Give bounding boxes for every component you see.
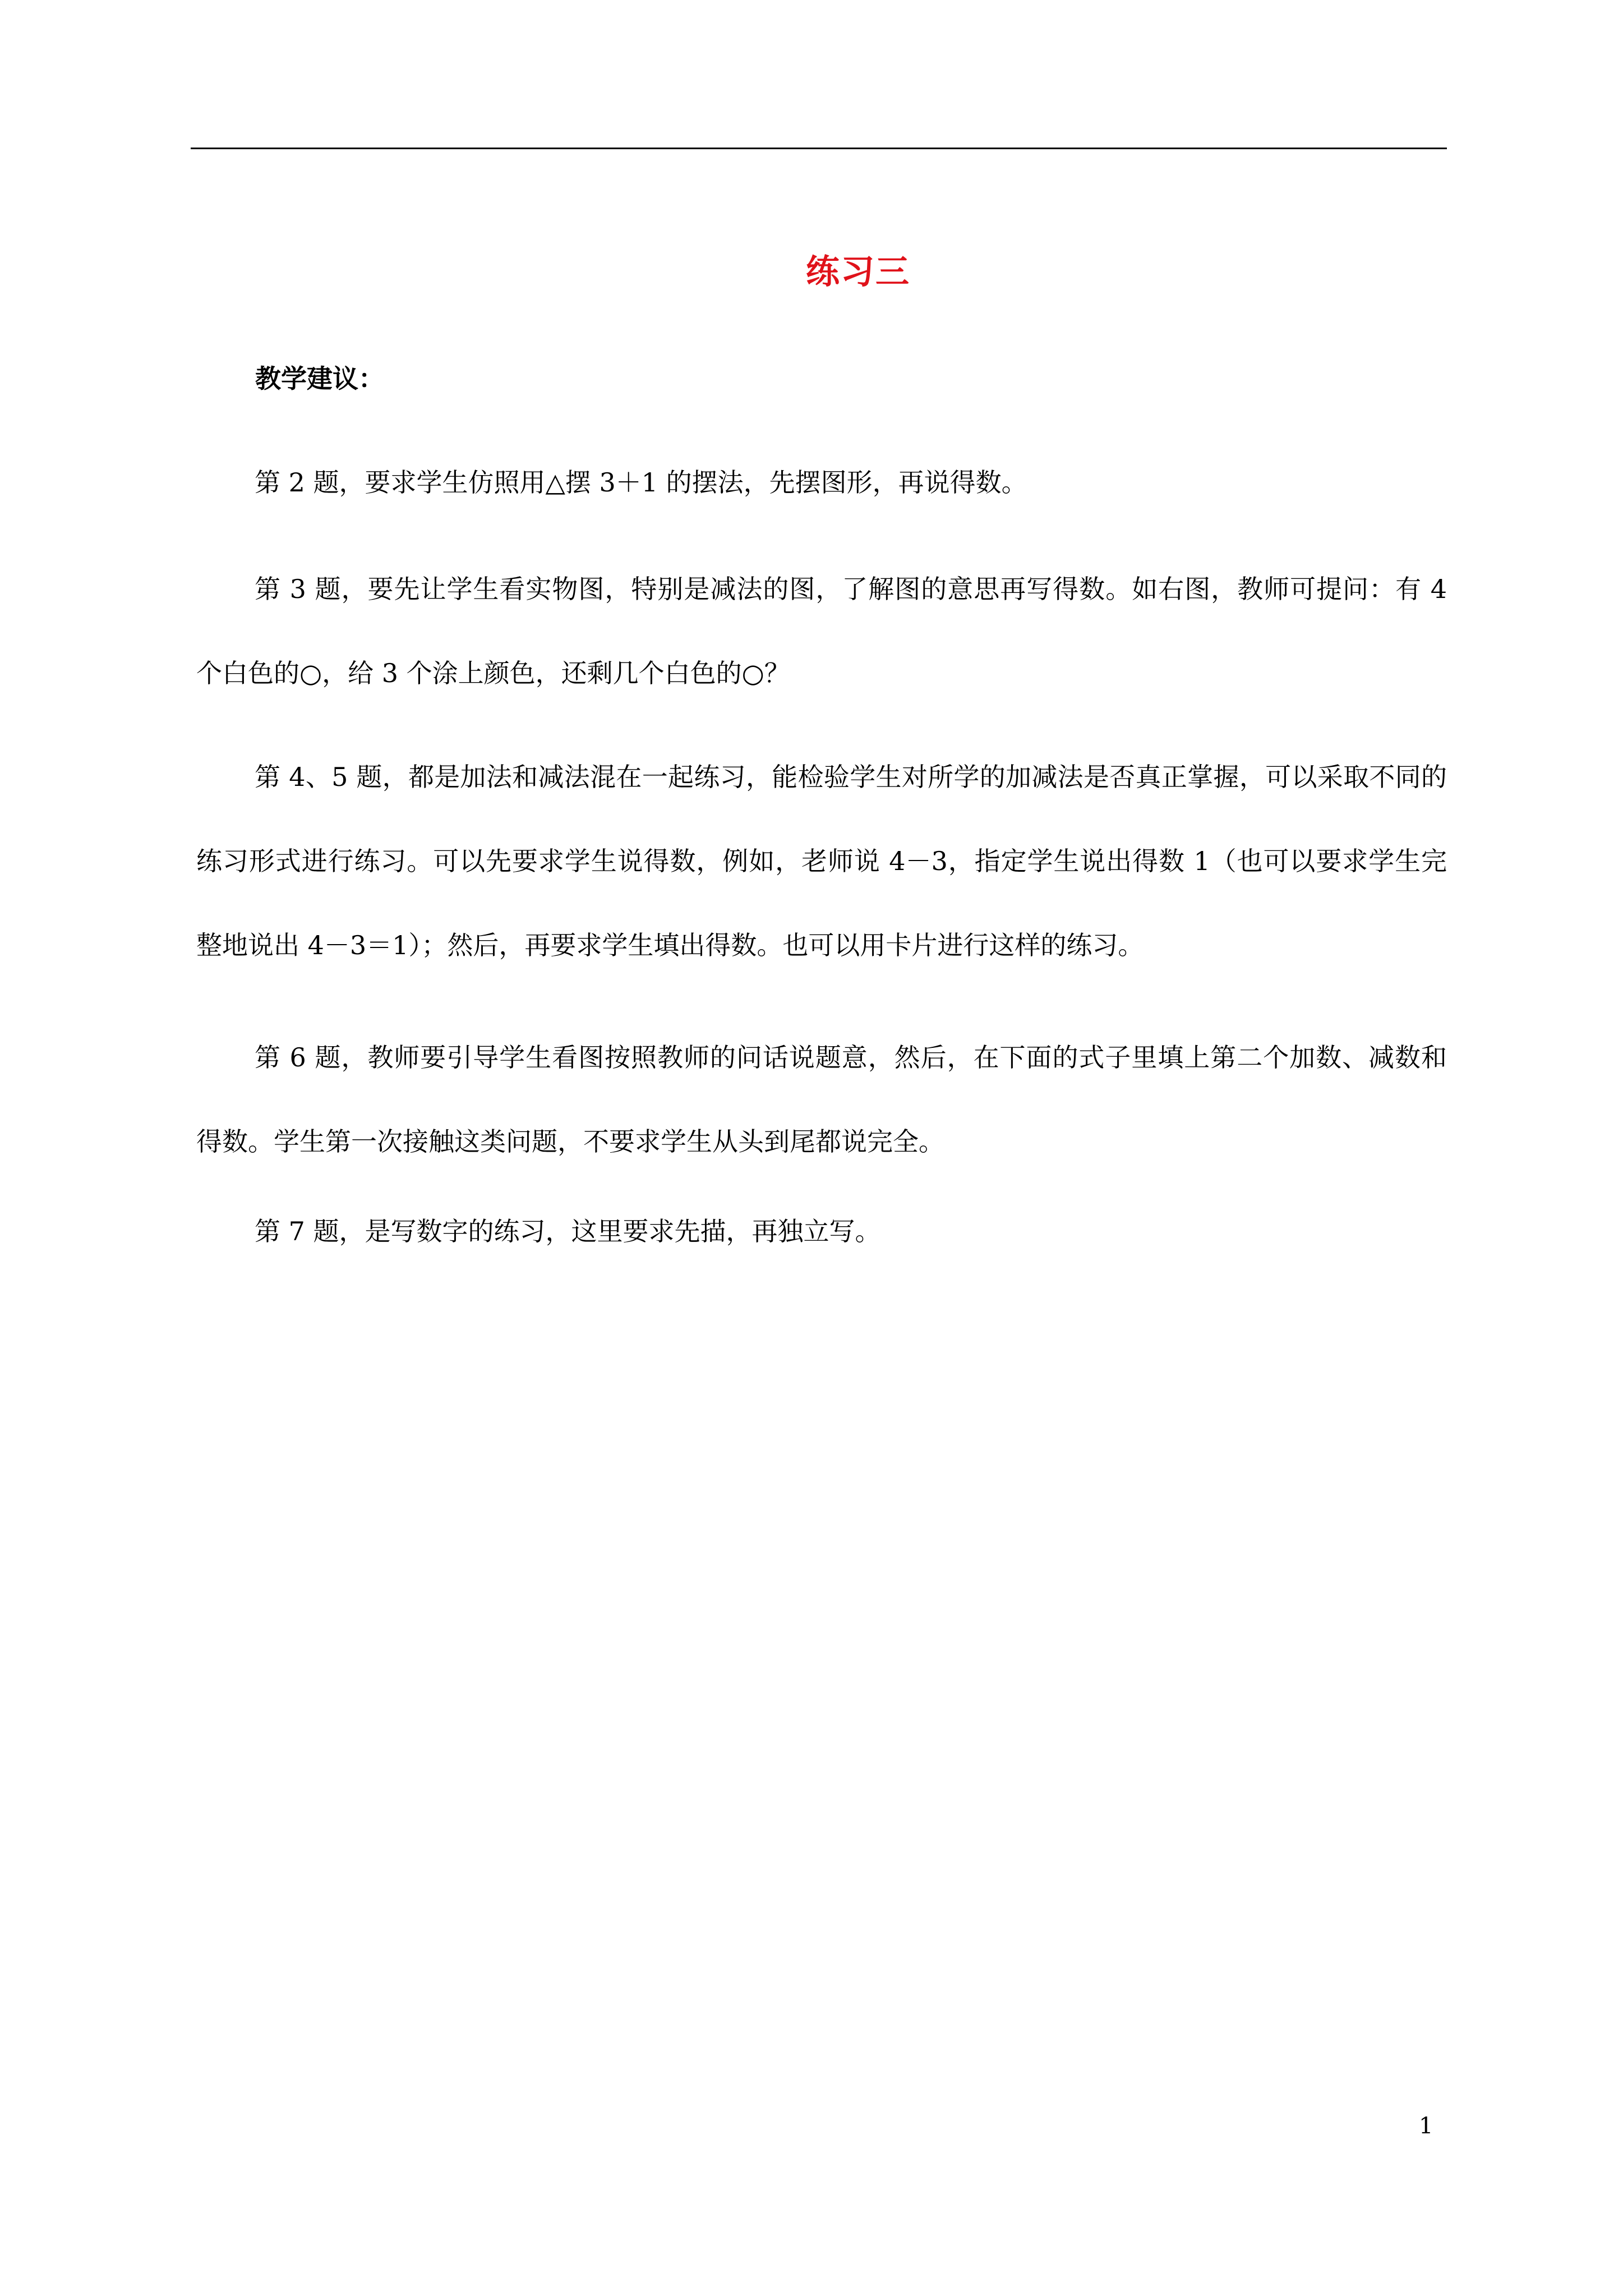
page-title: 练习三 <box>806 252 910 292</box>
paragraph-exercise-2: 第 2 题，要求学生仿照用△摆 3＋1 的摆法，先摆图形，再说得数。 <box>255 467 1027 498</box>
paragraph-exercise-3: 第 3 题，要先让学生看实物图，特别是减法的图，了解图的意思再写得数。如右图，教师可提问：有 4 个白色的○，给 3 个涂上颜色，还剩几个白色的○？ <box>196 574 1447 688</box>
paragraph-exercise-7: 第 7 题，是写数字的练习，这里要求先描，再独立写。 <box>255 1216 881 1246</box>
page-number: 1 <box>1419 2113 1433 2139</box>
header-rule <box>191 148 1447 149</box>
section-heading: 教学建议： <box>255 364 384 394</box>
paragraph-exercise-4-5: 第 4、5 题，都是加法和减法混在一起练习，能检验学生对所学的加减法是否真正掌握，可以采取不同的练习形式进行练习。可以先要求学生说得数，例如，老师说 4－3，指定学生说出得数 1（也可以要求学生完整地说出 4－3＝1）；然后，再要求学生填出得数。也可以用卡片进行这样的练习。 <box>196 762 1447 960</box>
paragraph-exercise-6: 第 6 题，教师要引导学生看图按照教师的问话说题意，然后，在下面的式子里填上第二个加数、减数和得数。学生第一次接触这类问题，不要求学生从头到尾都说完全。 <box>196 1042 1447 1157</box>
